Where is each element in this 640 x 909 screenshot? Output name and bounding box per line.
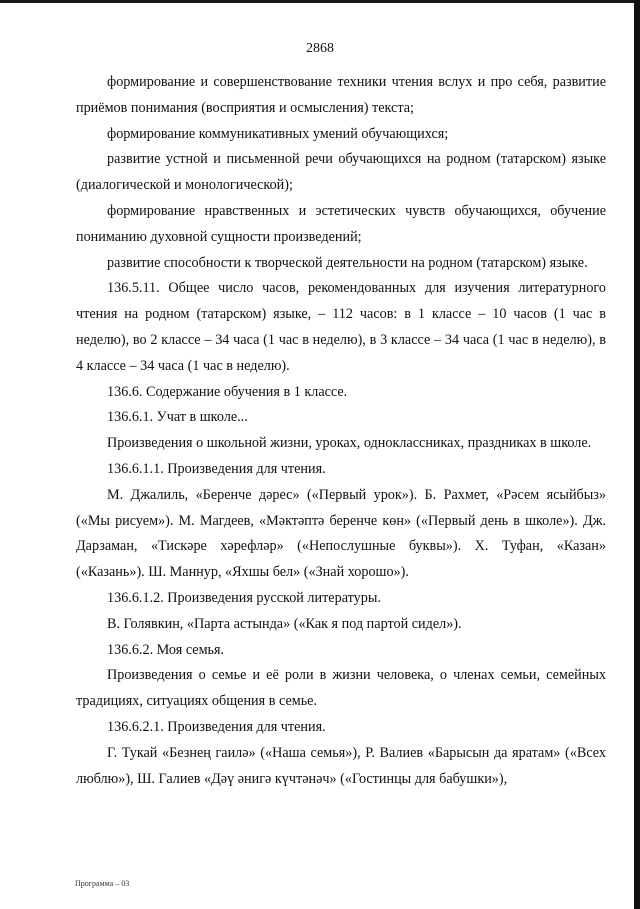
- paragraph: Произведения о школьной жизни, уроках, одноклассниках, праздниках в школе.: [107, 435, 592, 452]
- scan-right-edge: [634, 0, 640, 909]
- paragraph: развитие способности к творческой деятельности на родном (татарском) языке.: [107, 254, 588, 271]
- paragraph: Г. Тукай «Безнең гаилә» («Наша семья»), Р. Валиев «Барысын да яратам» («Всех люблю»), Ш. Галиев «Дәү әнигә күчтәнәч» («Гостинцы для бабушки»),: [76, 744, 606, 787]
- page-number: 2868: [306, 41, 334, 56]
- section-heading: 136.6. Содержание обучения в 1 классе.: [107, 383, 348, 400]
- paragraph: формирование и совершенствование техники чтения вслух и про себя, развитие приёмов понимания (восприятия и осмысления) текста;: [76, 74, 606, 116]
- footer-label: Программа – 03: [75, 879, 130, 888]
- paragraph: 136.5.11. Общее число часов, рекомендованных для изучения литературного чтения на родном (татарском) языке, – 112 часов: в 1 классе – 10 часов (1 час в неделю), во 2 классе – 34 часа (1 час в неделю), в 3 классе – 34 часа (1 час в неделю), в 4 классе – 34 часа (1 час в неделю).: [76, 280, 606, 374]
- section-heading: 136.6.1. Учат в школе...: [107, 409, 248, 426]
- paragraph: формирование нравственных и эстетических чувств обучающихся, обучение пониманию духовной сущности произведений;: [76, 202, 606, 245]
- section-heading: 136.6.1.1. Произведения для чтения.: [107, 460, 326, 477]
- paragraph: развитие устной и письменной речи обучающихся на родном (татарском) языке (диалогической и монологической);: [76, 151, 606, 194]
- document-body: [76, 70, 606, 792]
- section-heading: 136.6.2. Моя семья.: [107, 641, 225, 658]
- paragraph: В. Голявкин, «Парта астында» («Как я под партой сидел»).: [107, 615, 462, 632]
- section-heading: 136.6.2.1. Произведения для чтения.: [107, 718, 326, 735]
- paragraph: М. Джалиль, «Беренче дәрес» («Первый урок»). Б. Рахмет, «Рәсем ясыйбыз» («Мы рисуем»). М. Магдеев, «Мәктәптә беренче көн» («Первый день в школе»). Дж. Дарзаман, «Тискәре хәрефләр» («Непослушные буквы»). Х. Туфан, «Казан» («Казань»). Ш. Маннур, «Яхшы бел» («Знай хорошо»).: [76, 486, 606, 581]
- scan-top-edge: [0, 0, 640, 3]
- paragraph: Произведения о семье и её роли в жизни человека, о членах семьи, семейных традициях, ситуациях общения в семье.: [76, 667, 606, 710]
- paragraph: формирование коммуникативных умений обучающихся;: [107, 125, 449, 142]
- section-heading: 136.6.1.2. Произведения русской литературы.: [107, 589, 381, 606]
